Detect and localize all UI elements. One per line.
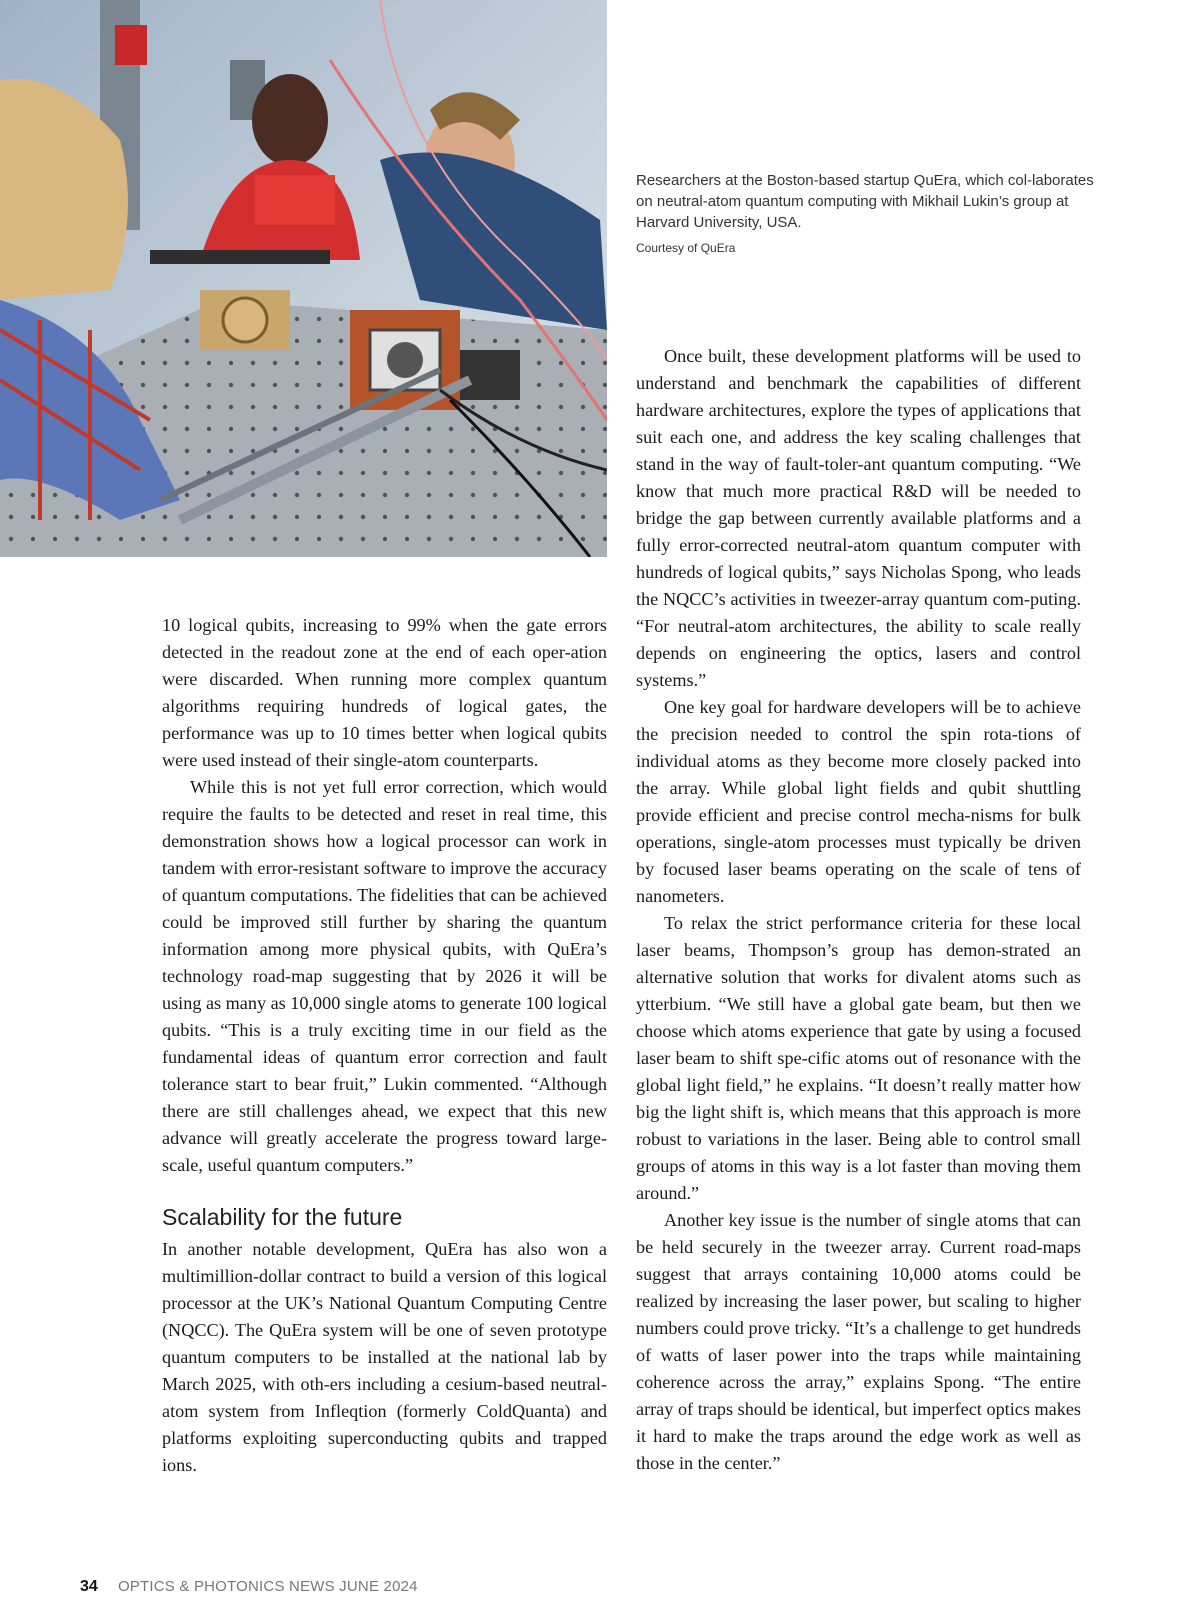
section-heading: Scalability for the future [162,1204,403,1230]
article-photo [0,0,607,557]
lab-scene-illustration [0,0,607,557]
page-footer [80,1578,418,1596]
paragraph: One key goal for hardware developers will be to achieve the precision needed to control the spin rota-tions of individual atoms as they become more closely packed into the array. While global light fields and qubit shuttling provide efficient and precise control mecha-nisms for bulk operations, single-atom processes must typically be driven by focused laser beams operating on the scale of tens of nanometers. [636,697,1081,906]
left-column [162,612,607,1479]
photo-credit: Courtesy of QuEra [636,241,736,255]
caption-text: Researchers at the Boston-based startup QuEra, which col-laborates on neutral-atom quantum computing with Mikhail Lukin’s group at Harvard University, USA. [636,172,1094,231]
paragraph: While this is not yet full error correction, which would require the faults to be detected and reset in real time, this demonstration shows how a logical processor can work in tandem with error-resistant software to improve the accuracy of quantum computations. The fidelities that can be achieved could be improved still further by sharing the quantum information among more physical qubits, with QuEra’s technology road-map suggesting that by 2026 it will be using as many as 10,000 single atoms to generate 100 logical qubits. “This is a truly exciting time in our field as the fundamental ideas of quantum error correction and fault tolerance start to bear fruit,” Lukin commented. “Although there are still challenges ahead, we expect that this new advance will greatly accelerate the progress toward large-scale, useful quantum computers.” [162,777,607,1175]
right-column [636,343,1081,1477]
paragraph: Once built, these development platforms will be used to understand and benchmark the capabilities of different hardware architectures, explore the types of applications that suit each one, and address the key scaling challenges that stand in the way of fault-toler-ant quantum computing. “We know that much more practical R&D will be needed to bridge the gap between currently available platforms and a fully error-corrected neutral-atom quantum computer with hundreds of logical qubits,” says Nicholas Spong, who leads the NQCC’s activities in tweezer-array quantum com-puting. “For neutral-atom architectures, the ability to scale really depends on engineering the optics, lasers and control systems.” [636,346,1081,690]
paragraph: Another key issue is the number of single atoms that can be held securely in the tweezer array. Current road-maps suggest that arrays containing 10,000 atoms could be realized by increasing the laser power, but scaling to higher numbers could prove tricky. “It’s a challenge to get hundreds of watts of laser power into the traps while maintaining coherence across the array,” explains Spong. “The entire array of traps should be identical, but imperfect optics makes it hard to make the traps around the edge work as well as those in the center.” [636,1210,1081,1473]
paragraph: 10 logical qubits, increasing to 99% when the gate errors detected in the readout zone at the end of each oper-ation were discarded. When running more complex quantum algorithms requiring hundreds of logical gates, the performance was up to 10 times better when logical qubits were used instead of their single-atom counterparts. [162,615,607,770]
publication-info: OPTICS & PHOTONICS NEWS JUNE 2024 [117,1578,418,1595]
photo-caption [636,170,1096,257]
paragraph: To relax the strict performance criteria for these local laser beams, Thompson’s group has demon-strated an alternative solution that works for divalent atoms such as ytterbium. “We still have a global gate beam, but then we choose which atoms experience that gate by using a focused laser beam to shift spe-cific atoms out of resonance with the global light field,” he explains. “It doesn’t really matter how big the light shift is, which means that this approach is more robust to variations in the laser. Being able to control small groups of atoms in this way is a lot faster than moving them around.” [636,913,1081,1203]
page-number: 34 [80,1578,98,1595]
paragraph: In another notable development, QuEra has also won a multimillion-dollar contract to build a version of this logical processor at the UK’s National Quantum Computing Centre (NQCC). The QuEra system will be one of seven prototype quantum computers to be installed at the national lab by March 2025, with oth-ers including a cesium-based neutral-atom system from Infleqtion (formerly ColdQuanta) and platforms exploiting superconducting qubits and trapped ions. [162,1239,607,1475]
